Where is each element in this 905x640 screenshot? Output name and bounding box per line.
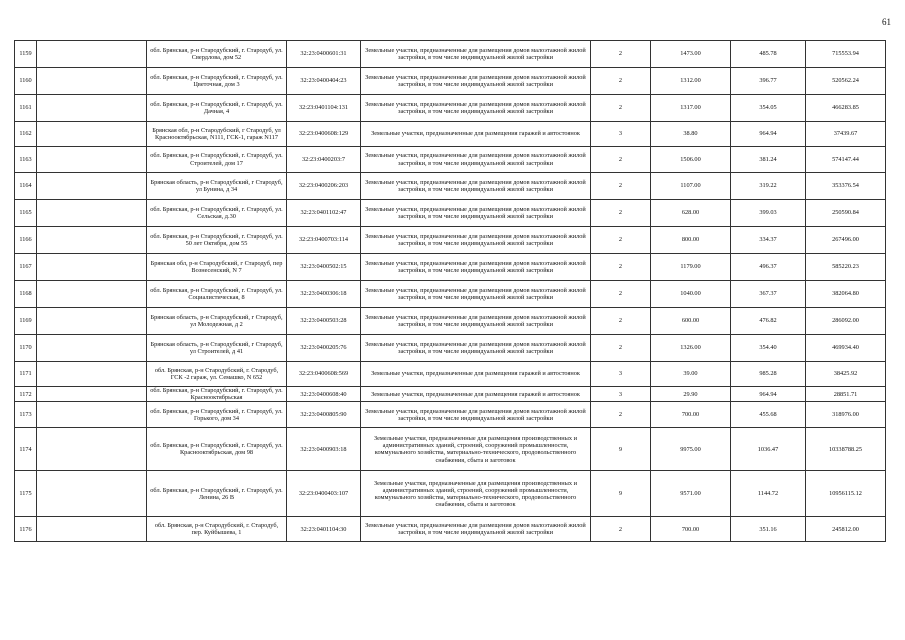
table-row (15, 95, 886, 122)
spacer-cell (37, 254, 147, 281)
cadastral-number-cell: 32:23:0400608:569 (287, 362, 361, 387)
area-cell: 39.00 (651, 362, 731, 387)
row-number: 1169 (15, 308, 37, 335)
cadastral-value-cell: 10956115.12 (806, 471, 886, 517)
address-cell: обл. Брянская, р-н Стародубский, г. Стародуб, пер. Куйбышева, 1 (147, 517, 287, 542)
cadastral-number-cell: 32:23:0400503:28 (287, 308, 361, 335)
specific-value-cell: 396.77 (731, 68, 806, 95)
address-cell: обл. Брянская, р-н Стародубский, г. Стародуб, ул. Горького, дом 34 (147, 402, 287, 428)
row-number: 1167 (15, 254, 37, 281)
specific-value-cell: 381.24 (731, 147, 806, 173)
land-use-group-cell: 2 (591, 173, 651, 200)
area-cell: 1506.00 (651, 147, 731, 173)
land-use-group-cell: 2 (591, 68, 651, 95)
area-cell: 1317.00 (651, 95, 731, 122)
address-cell: Брянская область, р-н Стародубский, г Стародуб, ул Молодежная, д 2 (147, 308, 287, 335)
area-cell: 800.00 (651, 227, 731, 254)
specific-value-cell: 496.37 (731, 254, 806, 281)
table-row (15, 335, 886, 362)
spacer-cell (37, 95, 147, 122)
page-number: 61 (882, 17, 891, 27)
spacer-cell (37, 173, 147, 200)
land-use-group-cell: 3 (591, 122, 651, 147)
table-row (15, 122, 886, 147)
cadastral-number-cell: 32:23:0400805:90 (287, 402, 361, 428)
address-cell: обл. Брянская, р-н Стародубский, г. Стародуб, ул. Строителей, дом 17 (147, 147, 287, 173)
land-use-group-cell: 2 (591, 254, 651, 281)
specific-value-cell: 476.82 (731, 308, 806, 335)
land-use-purpose-cell: Земельные участки, предназначенные для размещения домов малоэтажной жилой застройки, в том числе индивидуальной жилой застройки (361, 281, 591, 308)
table-row (15, 387, 886, 402)
land-use-purpose-cell: Земельные участки, предназначенные для размещения домов малоэтажной жилой застройки, в том числе индивидуальной жилой застройки (361, 227, 591, 254)
table-row (15, 68, 886, 95)
land-use-purpose-cell: Земельные участки, предназначенные для размещения домов малоэтажной жилой застройки, в том числе индивидуальной жилой застройки (361, 402, 591, 428)
land-use-group-cell: 2 (591, 281, 651, 308)
table-row (15, 254, 886, 281)
area-cell: 1040.00 (651, 281, 731, 308)
cadastral-number-cell: 32:23:0401102:47 (287, 200, 361, 227)
specific-value-cell: 1036.47 (731, 428, 806, 471)
specific-value-cell: 399.03 (731, 200, 806, 227)
row-number: 1168 (15, 281, 37, 308)
spacer-cell (37, 387, 147, 402)
spacer-cell (37, 147, 147, 173)
address-cell: обл. Брянская, р-н Стародубский, г. Стародуб, ул. 50 лет Октября, дом 55 (147, 227, 287, 254)
cadastral-value-cell: 715553.94 (806, 41, 886, 68)
specific-value-cell: 1144.72 (731, 471, 806, 517)
area-cell: 700.00 (651, 517, 731, 542)
row-number: 1173 (15, 402, 37, 428)
area-cell: 628.00 (651, 200, 731, 227)
cadastral-number-cell: 32:23:0400203:7 (287, 147, 361, 173)
land-use-purpose-cell: Земельные участки, предназначенные для размещения домов малоэтажной жилой застройки, в том числе индивидуальной жилой застройки (361, 68, 591, 95)
area-cell: 29.90 (651, 387, 731, 402)
spacer-cell (37, 402, 147, 428)
land-use-group-cell: 2 (591, 95, 651, 122)
land-use-purpose-cell: Земельные участки, предназначенные для размещения домов малоэтажной жилой застройки, в том числе индивидуальной жилой застройки (361, 95, 591, 122)
specific-value-cell: 964.94 (731, 122, 806, 147)
row-number: 1166 (15, 227, 37, 254)
area-cell: 600.00 (651, 308, 731, 335)
land-use-purpose-cell: Земельные участки, предназначенные для размещения гаражей и автостоянок (361, 387, 591, 402)
area-cell: 1473.00 (651, 41, 731, 68)
land-use-group-cell: 2 (591, 147, 651, 173)
address-cell: обл. Брянская, р-н Стародубский, г. Стародуб, ул. Цветочная, дом 3 (147, 68, 287, 95)
cadastral-value-cell: 286092.00 (806, 308, 886, 335)
table-row (15, 362, 886, 387)
land-use-purpose-cell: Земельные участки, предназначенные для размещения домов малоэтажной жилой застройки, в том числе индивидуальной жилой застройки (361, 200, 591, 227)
area-cell: 9571.00 (651, 471, 731, 517)
land-use-group-cell: 3 (591, 387, 651, 402)
land-use-group-cell: 2 (591, 308, 651, 335)
spacer-cell (37, 68, 147, 95)
specific-value-cell: 334.37 (731, 227, 806, 254)
land-use-group-cell: 9 (591, 428, 651, 471)
spacer-cell (37, 308, 147, 335)
row-number: 1163 (15, 147, 37, 173)
cadastral-number-cell: 32:23:0400703:114 (287, 227, 361, 254)
land-use-purpose-cell: Земельные участки, предназначенные для размещения домов малоэтажной жилой застройки, в том числе индивидуальной жилой застройки (361, 254, 591, 281)
table-body (15, 41, 886, 542)
address-cell: обл. Брянская, р-н Стародубский, г. Стародуб, ул. Ленина, 26 В (147, 471, 287, 517)
address-cell: обл. Брянская, р-н Стародубский, г. Стародуб, ул. Дачная, 4 (147, 95, 287, 122)
land-use-group-cell: 2 (591, 517, 651, 542)
address-cell: обл. Брянская, р-н Стародубский, г. Стародуб, ул. Социалистическая, 8 (147, 281, 287, 308)
table-row (15, 471, 886, 517)
specific-value-cell: 485.78 (731, 41, 806, 68)
table-row (15, 308, 886, 335)
spacer-cell (37, 517, 147, 542)
cadastral-number-cell: 32:23:0400601:31 (287, 41, 361, 68)
land-use-purpose-cell: Земельные участки, предназначенные для размещения производственных и административных зданий, строений, сооружений промышленности, коммунального хозяйства, материально-технического, продовольственного снабжения, сбыта и заготовок (361, 471, 591, 517)
address-cell: обл. Брянская, р-н Стародубский, г. Стародуб, ул. Сельская, д.30 (147, 200, 287, 227)
spacer-cell (37, 122, 147, 147)
spacer-cell (37, 335, 147, 362)
land-use-purpose-cell: Земельные участки, предназначенные для размещения гаражей и автостоянок (361, 122, 591, 147)
land-use-group-cell: 3 (591, 362, 651, 387)
land-use-group-cell: 2 (591, 335, 651, 362)
spacer-cell (37, 41, 147, 68)
row-number: 1162 (15, 122, 37, 147)
land-use-group-cell: 2 (591, 200, 651, 227)
table-row (15, 147, 886, 173)
cadastral-value-cell: 382064.80 (806, 281, 886, 308)
cadastral-value-cell: 466283.85 (806, 95, 886, 122)
area-cell: 38.80 (651, 122, 731, 147)
row-number: 1176 (15, 517, 37, 542)
address-cell: Брянская область, р-н Стародубский, г Стародуб, ул Бунина, д 34 (147, 173, 287, 200)
table-row (15, 428, 886, 471)
table-row (15, 41, 886, 68)
cadastral-value-cell: 245812.00 (806, 517, 886, 542)
table-row (15, 227, 886, 254)
cadastral-value-cell: 267496.00 (806, 227, 886, 254)
cadastral-number-cell: 32:23:0400502:15 (287, 254, 361, 281)
cadastral-value-cell: 585220.23 (806, 254, 886, 281)
cadastral-number-cell: 32:23:0400608:129 (287, 122, 361, 147)
cadastral-value-cell: 353376.54 (806, 173, 886, 200)
land-use-group-cell: 2 (591, 402, 651, 428)
specific-value-cell: 354.40 (731, 335, 806, 362)
cadastral-number-cell: 32:23:0400206:203 (287, 173, 361, 200)
address-cell: обл. Брянская, р-н Стародубский, г. Стародуб, ул. Краснооктябрьская, дом 98 (147, 428, 287, 471)
address-cell: Брянская обл, р-н Стародубский, г Стародуб, пер Вознесенский, N 7 (147, 254, 287, 281)
cadastral-number-cell: 32:23:0401104:30 (287, 517, 361, 542)
specific-value-cell: 985.28 (731, 362, 806, 387)
spacer-cell (37, 362, 147, 387)
address-cell: Брянская обл, р-н Стародубский, г Стародуб, ул Краснооктябрьская, N111, ГСК-1, гараж N117 (147, 122, 287, 147)
cadastral-number-cell: 32:23:0400903:18 (287, 428, 361, 471)
cadastral-number-cell: 32:23:0400404:23 (287, 68, 361, 95)
land-use-purpose-cell: Земельные участки, предназначенные для размещения гаражей и автостоянок (361, 362, 591, 387)
cadastral-value-cell: 520562.24 (806, 68, 886, 95)
address-cell: обл. Брянская, р-н Стародубский, г. Стародуб, ул. Краснооктябрьская (147, 387, 287, 402)
spacer-cell (37, 200, 147, 227)
row-number: 1160 (15, 68, 37, 95)
land-use-purpose-cell: Земельные участки, предназначенные для размещения домов малоэтажной жилой застройки, в том числе индивидуальной жилой застройки (361, 173, 591, 200)
row-number: 1171 (15, 362, 37, 387)
area-cell: 1179.00 (651, 254, 731, 281)
area-cell: 1107.00 (651, 173, 731, 200)
cadastral-value-cell: 469934.40 (806, 335, 886, 362)
spacer-cell (37, 471, 147, 517)
spacer-cell (37, 281, 147, 308)
cadastral-value-cell: 38425.92 (806, 362, 886, 387)
row-number: 1165 (15, 200, 37, 227)
land-use-group-cell: 2 (591, 41, 651, 68)
table-row (15, 173, 886, 200)
land-use-purpose-cell: Земельные участки, предназначенные для размещения домов малоэтажной жилой застройки, в том числе индивидуальной жилой застройки (361, 147, 591, 173)
cadastral-value-cell: 10338788.25 (806, 428, 886, 471)
area-cell: 700.00 (651, 402, 731, 428)
row-number: 1170 (15, 335, 37, 362)
land-use-group-cell: 9 (591, 471, 651, 517)
cadastral-number-cell: 32:23:0401104:131 (287, 95, 361, 122)
area-cell: 9975.00 (651, 428, 731, 471)
address-cell: обл. Брянская, р-н Стародубский, г. Стародуб, ГСК -2 гараж, ул. Семашко, N 652 (147, 362, 287, 387)
cadastral-value-cell: 37439.67 (806, 122, 886, 147)
cadastral-value-cell: 28851.71 (806, 387, 886, 402)
specific-value-cell: 964.94 (731, 387, 806, 402)
area-cell: 1312.00 (651, 68, 731, 95)
address-cell: Брянская область, р-н Стародубский, г Стародуб, ул Строителей, д 41 (147, 335, 287, 362)
land-use-purpose-cell: Земельные участки, предназначенные для размещения домов малоэтажной жилой застройки, в том числе индивидуальной жилой застройки (361, 517, 591, 542)
land-use-group-cell: 2 (591, 227, 651, 254)
row-number: 1164 (15, 173, 37, 200)
cadastral-value-cell: 318976.00 (806, 402, 886, 428)
cadastral-number-cell: 32:23:0400608:40 (287, 387, 361, 402)
row-number: 1174 (15, 428, 37, 471)
row-number: 1175 (15, 471, 37, 517)
table-row (15, 402, 886, 428)
table-row (15, 281, 886, 308)
address-cell: обл. Брянская, р-н Стародубский, г. Стародуб, ул. Свердлова, дом 52 (147, 41, 287, 68)
cadastral-number-cell: 32:23:0400403:107 (287, 471, 361, 517)
cadastral-number-cell: 32:23:0400205:76 (287, 335, 361, 362)
cadastral-value-cell: 250590.84 (806, 200, 886, 227)
cadastral-number-cell: 32:23:0400306:18 (287, 281, 361, 308)
cadastral-value-cell: 574147.44 (806, 147, 886, 173)
table-row (15, 517, 886, 542)
land-use-purpose-cell: Земельные участки, предназначенные для размещения домов малоэтажной жилой застройки, в том числе индивидуальной жилой застройки (361, 41, 591, 68)
cadastral-value-table (14, 40, 886, 542)
specific-value-cell: 367.37 (731, 281, 806, 308)
row-number: 1172 (15, 387, 37, 402)
table-row (15, 200, 886, 227)
spacer-cell (37, 428, 147, 471)
specific-value-cell: 351.16 (731, 517, 806, 542)
specific-value-cell: 319.22 (731, 173, 806, 200)
row-number: 1159 (15, 41, 37, 68)
land-use-purpose-cell: Земельные участки, предназначенные для размещения домов малоэтажной жилой застройки, в том числе индивидуальной жилой застройки (361, 335, 591, 362)
specific-value-cell: 354.05 (731, 95, 806, 122)
land-use-purpose-cell: Земельные участки, предназначенные для размещения домов малоэтажной жилой застройки, в том числе индивидуальной жилой застройки (361, 308, 591, 335)
row-number: 1161 (15, 95, 37, 122)
area-cell: 1326.00 (651, 335, 731, 362)
specific-value-cell: 455.68 (731, 402, 806, 428)
land-use-purpose-cell: Земельные участки, предназначенные для размещения производственных и административных зданий, строений, сооружений промышленности, коммунального хозяйства, материально-технического, продовольственного снабжения, сбыта и заготовок (361, 428, 591, 471)
spacer-cell (37, 227, 147, 254)
